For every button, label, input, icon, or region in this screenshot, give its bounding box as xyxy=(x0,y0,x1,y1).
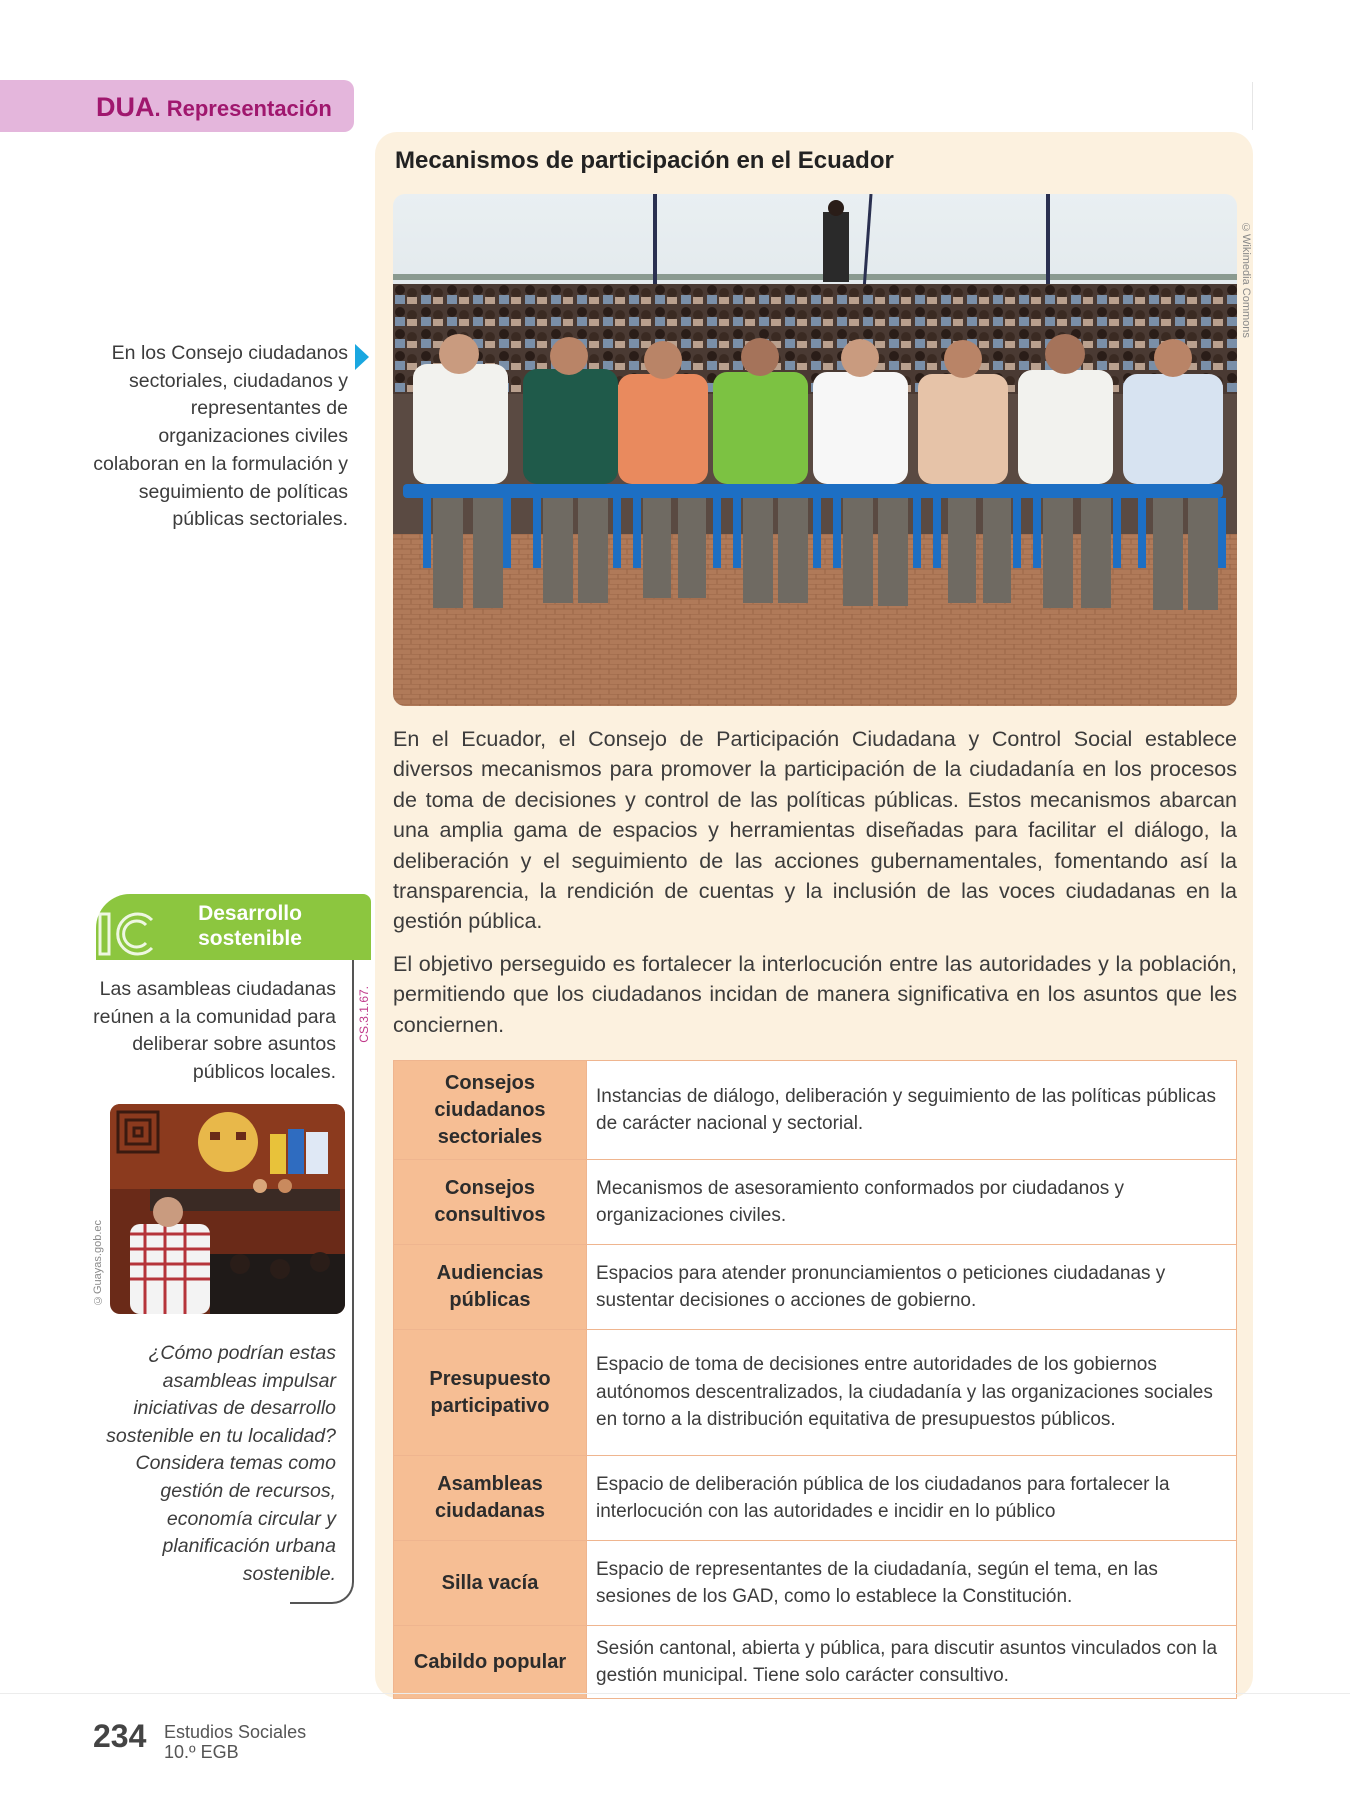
footer-rule xyxy=(0,1693,1350,1694)
mechanism-term: Presupuesto participativo xyxy=(394,1330,587,1456)
assembly-small-illustration xyxy=(110,1104,345,1314)
section-title: Mecanismos de participación en el Ecuador xyxy=(395,147,894,174)
mechanism-term: Cabildo popular xyxy=(394,1626,587,1699)
assembly-photo xyxy=(393,194,1237,706)
mechanism-term: Silla vacía xyxy=(394,1541,587,1626)
footer-subject: Estudios Sociales 10.º EGB xyxy=(164,1722,307,1762)
table-row xyxy=(394,1456,1237,1541)
mechanism-description: Espacios para atender pronunciamientos o peticiones ciudadanas y sustentar decisiones o acciones de gobierno. xyxy=(587,1245,1237,1330)
mechanism-description: Espacio de toma de decisiones entre autoridades de los gobiernos autónomos descentralizados, la ciudadanía y las organizaciones sociales en torno a la distribución equitativa de presupuestos públicos. xyxy=(587,1330,1237,1456)
mechanism-description: Instancias de diálogo, deliberación y seguimiento de las políticas públicas de carácter nacional y sectorial. xyxy=(587,1061,1237,1160)
mechanism-description: Mecanismos de asesoramiento conformados por ciudadanos y organizaciones civiles. xyxy=(587,1160,1237,1245)
dua-label: . Representación xyxy=(154,96,332,121)
table-row xyxy=(394,1061,1237,1160)
mechanism-term: Audiencias públicas xyxy=(394,1245,587,1330)
assembly-photo-illustration xyxy=(393,194,1237,706)
page-number: 234 xyxy=(93,1718,147,1754)
photo-credit: ©Wikimedia Commons xyxy=(1240,222,1252,338)
table-row xyxy=(394,1160,1237,1245)
mechanism-term: Consejos consultivos xyxy=(394,1160,587,1245)
desarrollo-text: Las asambleas ciudadanas reúnen a la comunidad para deliberar sobre asuntos públicos locales. xyxy=(93,978,336,1084)
sidebar-note: En los Consejo ciudadanos sectoriales, ciudadanos y representantes de organizaciones civiles colaboran en la formulación y seguimiento de políticas públicas sectoriales. xyxy=(93,342,348,531)
dua-prefix: DUA xyxy=(96,92,155,122)
table-row xyxy=(394,1245,1237,1330)
table-row xyxy=(394,1541,1237,1626)
ic-logo-icon xyxy=(98,908,158,958)
mechanism-term: Asambleas ciudadanas xyxy=(394,1456,587,1541)
mechanism-term: Consejos ciudadanos sectoriales xyxy=(394,1061,587,1160)
mechanism-description: Espacio de deliberación pública de los ciudadanos para fortalecer la interlocución con las autoridades e incidir en lo público xyxy=(587,1456,1237,1541)
table-row xyxy=(394,1330,1237,1456)
desarrollo-sostenible-title: Desarrollo sostenible xyxy=(198,902,302,950)
assembly-small-photo xyxy=(110,1104,345,1314)
mechanism-description: Sesión cantonal, abierta y pública, para discutir asuntos vinculados con la gestión municipal. Tiene solo carácter consultivo. xyxy=(587,1626,1237,1699)
dua-heading xyxy=(96,92,332,123)
objective-paragraph: El objetivo perseguido es fortalecer la interlocución entre las autoridades y la población, permitiendo que los ciudadanos incidan de manera significativa en los asuntos que les conciernen. xyxy=(393,952,1237,1037)
reflection-question: ¿Cómo podrían estas asambleas impulsar iniciativas de desarrollo sostenible en tu localidad? Considera temas como gestión de recursos, economía circular y planificación urbana sostenible. xyxy=(106,1342,336,1585)
mechanisms-table xyxy=(393,1060,1237,1699)
pointer-arrow-icon xyxy=(355,344,369,370)
small-photo-credit: ©Guayas.gob.ec xyxy=(92,1220,104,1306)
curriculum-code: CS.3.1.67. xyxy=(357,986,371,1043)
margin-rule xyxy=(1252,82,1253,130)
mechanism-description: Espacio de representantes de la ciudadanía, según el tema, en las sesiones de los GAD, como lo establece la Constitución. xyxy=(587,1541,1237,1626)
table-row xyxy=(394,1626,1237,1699)
intro-paragraph: En el Ecuador, el Consejo de Participación Ciudadana y Control Social establece diversos mecanismos para promover la participación de la ciudadanía en los procesos de toma de decisiones y control de las políticas públicas. Estos mecanismos abarcan una amplia gama de espacios y herramientas diseñadas para facilitar el diálogo, la deliberación y el seguimiento de las acciones gubernamentales, fomentando así la transparencia, la rendición de cuentas y la inclusión de las voces ciudadanas en la gestión pública. xyxy=(393,727,1237,934)
